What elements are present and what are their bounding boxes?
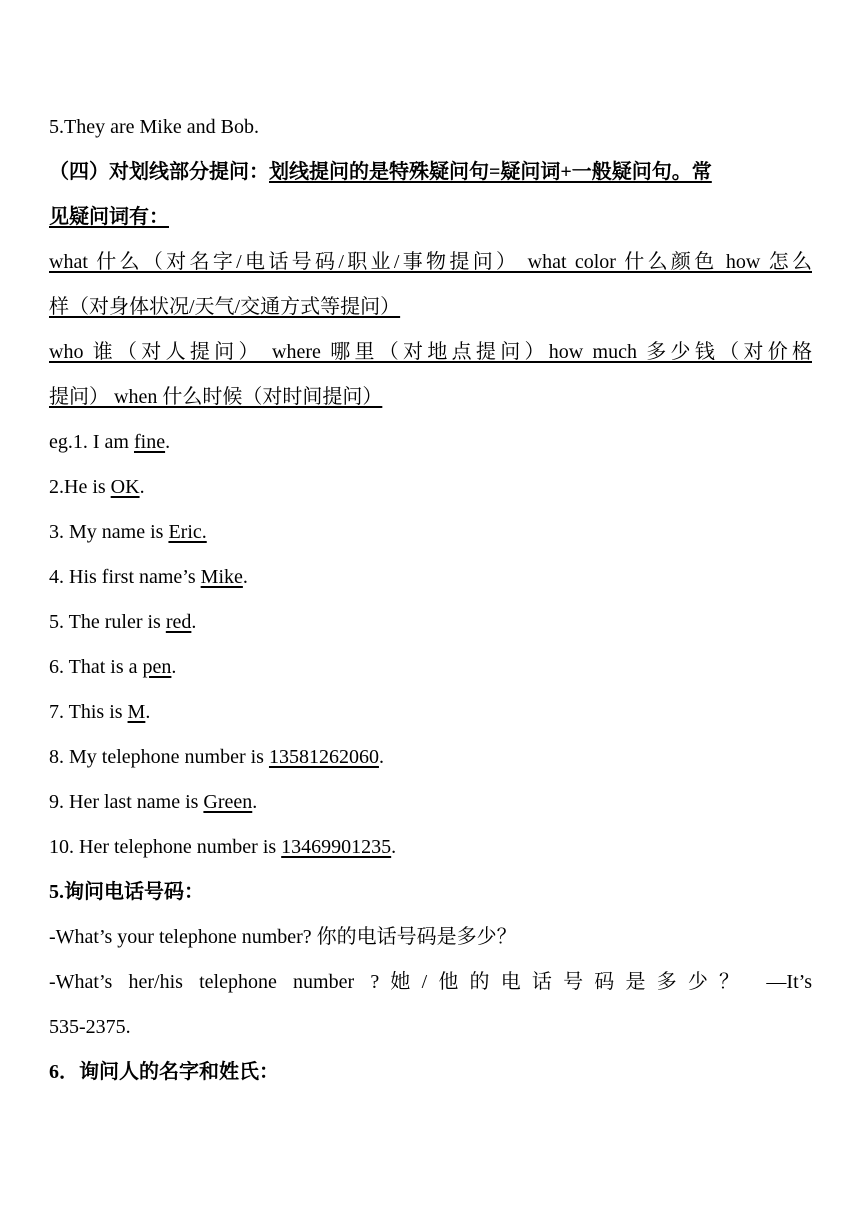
- example-line: [49, 780, 812, 825]
- example-punct: .: [165, 431, 171, 453]
- example-punct: .: [171, 656, 177, 678]
- example-text: 8. My telephone number is: [49, 746, 269, 768]
- example-punct: .: [391, 836, 397, 858]
- example-underlined: Green: [203, 791, 253, 813]
- example-underlined: M: [127, 701, 146, 723]
- example-underlined: Mike: [200, 566, 243, 588]
- question-words-line-2: 样（对身体状况/天气/交通方式等提问）: [49, 296, 401, 318]
- example-punct: .: [252, 791, 258, 813]
- example-line: [49, 825, 812, 870]
- example-line: [49, 510, 812, 555]
- example-punct: .: [191, 611, 197, 633]
- example-text: 9. Her last name is: [49, 791, 204, 813]
- example-punct: .: [378, 746, 384, 768]
- example-underlined: pen: [142, 656, 172, 678]
- section-5-q2-cont: 535-2375.: [49, 1016, 131, 1038]
- example-punct: .: [139, 476, 145, 498]
- section-4-heading-cont: [49, 195, 812, 240]
- section-5-q1: -What’s your telephone number? 你的电话号码是多少？: [49, 926, 517, 948]
- section-4-heading: [49, 150, 812, 195]
- section-5-q2: -What’s her/his telephone number ?她/他的电话号码是多少？ —It’s: [49, 971, 812, 993]
- example-line: [49, 735, 812, 780]
- example-line: [49, 600, 812, 645]
- question-words-line-3: who 谁（对人提问） where 哪里（对地点提问）how much 多少钱（对价格: [49, 341, 812, 363]
- example-line: [49, 645, 812, 690]
- example-line: [49, 420, 812, 465]
- example-underlined: fine: [133, 431, 166, 453]
- example-underlined: OK: [110, 476, 140, 498]
- example-text: 2.He is: [49, 476, 111, 498]
- example-text: 5. The ruler is: [49, 611, 166, 633]
- example-line: [49, 690, 812, 735]
- example-text: 6. That is a: [49, 656, 143, 678]
- example-underlined: red: [165, 611, 192, 633]
- section-5-heading: 5.询问电话号码：: [49, 881, 204, 903]
- example-line: [49, 555, 812, 600]
- example-punct: .: [145, 701, 151, 723]
- section-6-heading: 6．询问人的名字和姓氏：: [49, 1061, 279, 1083]
- example-text: 3. My name is: [49, 521, 169, 543]
- line-answer-5: 5.They are Mike and Bob.: [49, 116, 259, 138]
- example-line: [49, 465, 812, 510]
- example-text: 7. This is: [49, 701, 128, 723]
- example-text: eg.1. I am: [49, 431, 134, 453]
- example-punct: .: [242, 566, 248, 588]
- section-4-rule: 划线提问的是特殊疑问句=疑问词+一般疑问句。常: [269, 161, 712, 183]
- example-text: 4. His first name’s: [49, 566, 201, 588]
- question-words-line-4: 提问） when 什么时候（对时间提问）: [49, 386, 383, 408]
- example-text: 10. Her telephone number is: [49, 836, 282, 858]
- question-words-line-1: what 什么（对名字/电话号码/职业/事物提问） what color 什么颜色 how 怎么: [49, 251, 812, 273]
- document-page: [49, 105, 812, 1095]
- example-underlined: 13469901235: [281, 836, 392, 858]
- example-underlined: Eric.: [168, 521, 207, 543]
- section-4-rule-cont: 见疑问词有：: [49, 206, 169, 228]
- example-underlined: 13581262060: [268, 746, 379, 768]
- section-4-title: （四）对划线部分提问：: [49, 161, 269, 183]
